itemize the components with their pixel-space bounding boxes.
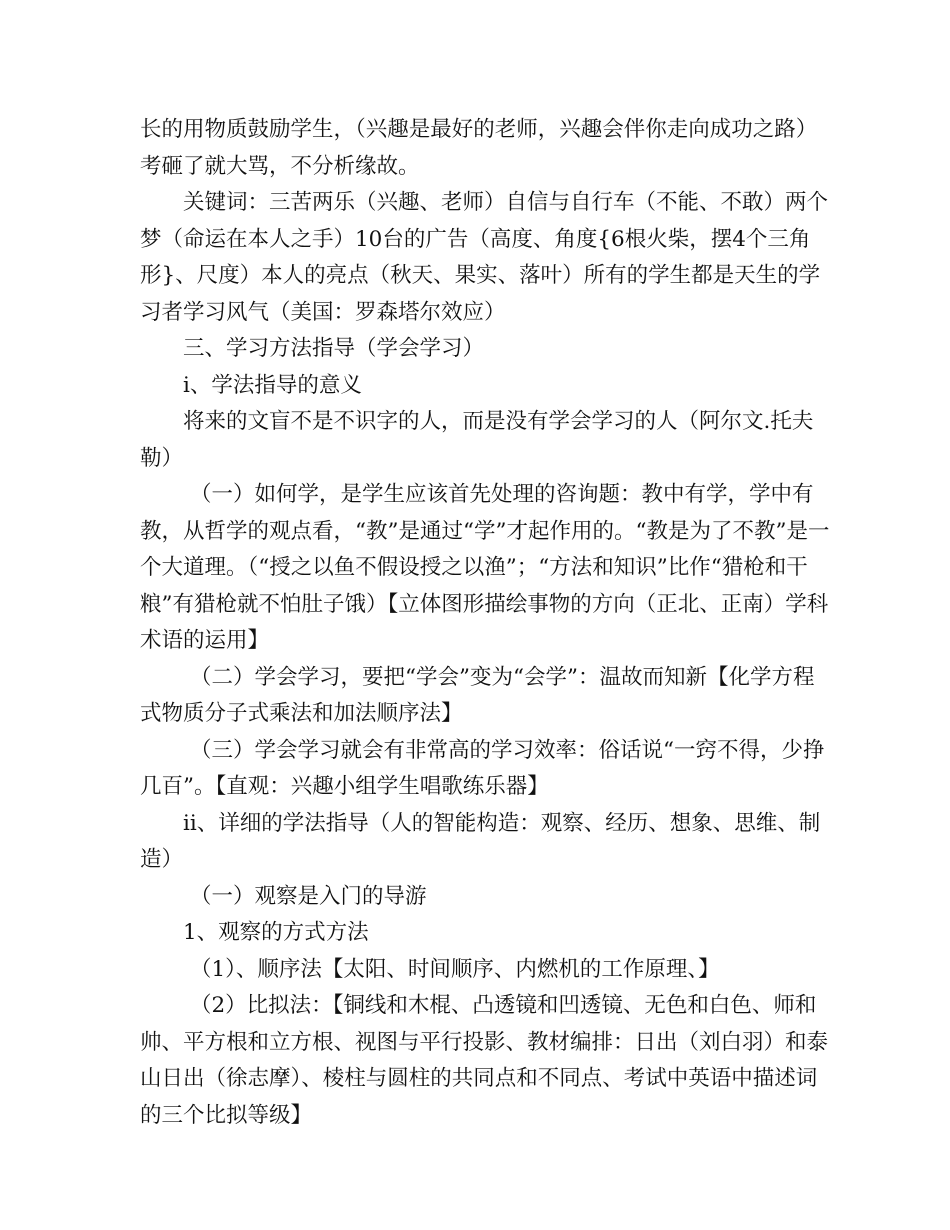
paragraph-point-one: （一）如何学，是学生应该首先处理的咨询题：教中有学，学中有教，从哲学的观点看，“教”是通过“学”才起作用的。“教是为了不教”是一个大道理。（“授之以鱼不假设授之以渔”；“方法和知识”比作“猎枪和干粮”有猎枪就不怕肚子饿）【立体图形描绘事物的方向（正北、正南）学科术语的运用】 <box>140 482 830 653</box>
paragraph-point-three: （三）学会学习就会有非常高的学习效率：俗话说“一窍不得，少挣几百”。【直观：兴趣小组学生唱歌练乐器】 <box>140 737 825 799</box>
paragraph-quote-toffler: 将来的文盲不是不识字的人，而是没有学会学习的人（阿尔文.托夫勒） <box>140 409 814 471</box>
heading-observation-methods: 1、观察的方式方法 <box>183 920 369 945</box>
paragraph-point-two: （二）学会学习，要把“学会”变为“会学”：温故而知新【化学方程式物质分子式乘法和加法顺序法】 <box>140 664 815 726</box>
heading-observation: （一）观察是入门的导游 <box>190 883 427 909</box>
subsection-heading-significance: ⅰ、学法指导的意义 <box>183 372 362 398</box>
paragraph-continuation: 长的用物质鼓励学生，（兴趣是最好的老师，兴趣会伴你走向成功之路）考砸了就大骂，不分析缘故。 <box>140 117 818 179</box>
section-heading-learning-methods: 三、学习方法指导（学会学习） <box>183 336 485 361</box>
subsection-heading-detailed-guidance: ⅱ、详细的学法指导（人的智能构造：观察、经历、想象、思维、制造） <box>140 810 821 872</box>
item-comparison-method: （2）比拟法：【铜线和木棍、凸透镜和凹透镜、无色和白色、师和帅、平方根和立方根、视图与平行投影、教材编排：日出（刘白羽）和泰山日出（徐志摩）、棱柱与圆柱的共同点和不同点、考试中英语中描述词的三个比拟等级】 <box>140 993 829 1128</box>
item-sequence-method: （1）、顺序法【太阳、时间顺序、内燃机的工作原理、】 <box>190 956 720 982</box>
document-body <box>140 112 830 1134</box>
paragraph-keywords: 关键词：三苦两乐（兴趣、老师）自信与自行车（不能、不敢）两个梦（命运在本人之手）10台的广告（高度、角度{6根火柴，摆4个三角形}、尺度）本人的亮点（秋天、果实、落叶）所有的学生都是天生的学习者学习风气（美国：罗森塔尔效应） <box>140 190 829 325</box>
